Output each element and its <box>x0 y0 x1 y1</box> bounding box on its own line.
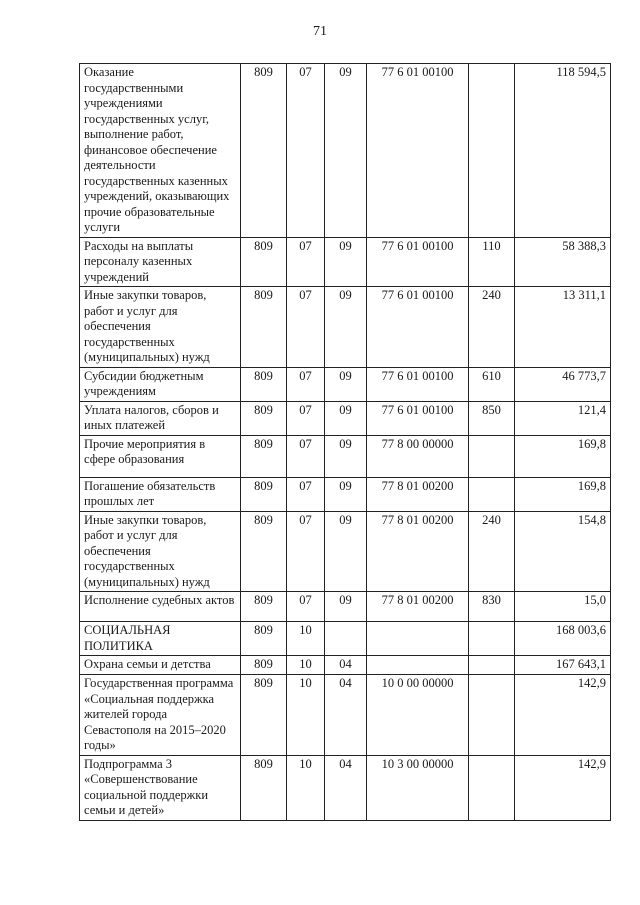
row-section: 07 <box>287 237 325 287</box>
row-section: 07 <box>287 401 325 435</box>
row-name: Подпрограмма 3 «Совершенствование социальной поддержки семьи и детей» <box>80 755 241 820</box>
row-amount: 142,9 <box>515 675 611 756</box>
row-name: Охрана семьи и детства <box>80 656 241 675</box>
row-name: Оказание государственными учреждениями государственных услуг, выполнение работ, финансовое обеспечение деятельности государственных казенных учреждений, оказывающих прочие образовательные услуги <box>80 64 241 238</box>
row-expense-type <box>469 64 515 238</box>
row-expense-type <box>469 675 515 756</box>
row-expense-type <box>469 477 515 511</box>
table-row <box>80 287 611 368</box>
row-amount: 15,0 <box>515 592 611 622</box>
row-subsection: 04 <box>325 656 367 675</box>
row-name: Иные закупки товаров, работ и услуг для обеспечения государственных (муниципальных) нужд <box>80 511 241 592</box>
row-subsection <box>325 622 367 656</box>
row-amount: 121,4 <box>515 401 611 435</box>
row-grbs: 809 <box>241 622 287 656</box>
row-expense-type: 610 <box>469 367 515 401</box>
row-name: Погашение обязательств прошлых лет <box>80 477 241 511</box>
row-expense-type <box>469 755 515 820</box>
row-subsection: 09 <box>325 401 367 435</box>
row-amount: 169,8 <box>515 435 611 477</box>
row-amount: 46 773,7 <box>515 367 611 401</box>
table-row <box>80 622 611 656</box>
page-number: 71 <box>313 24 327 39</box>
table-row <box>80 64 611 238</box>
row-name: СОЦИАЛЬНАЯ ПОЛИТИКА <box>80 622 241 656</box>
row-section: 07 <box>287 367 325 401</box>
row-expense-type: 830 <box>469 592 515 622</box>
row-name: Исполнение судебных актов <box>80 592 241 622</box>
row-grbs: 809 <box>241 511 287 592</box>
row-name: Иные закупки товаров, работ и услуг для обеспечения государственных (муниципальных) нужд <box>80 287 241 368</box>
row-grbs: 809 <box>241 477 287 511</box>
row-expense-type: 110 <box>469 237 515 287</box>
row-grbs: 809 <box>241 592 287 622</box>
row-subsection: 04 <box>325 755 367 820</box>
row-amount: 142,9 <box>515 755 611 820</box>
row-name: Расходы на выплаты персоналу казенных учреждений <box>80 237 241 287</box>
budget-table <box>79 63 611 821</box>
row-target-article <box>367 622 469 656</box>
row-amount: 58 388,3 <box>515 237 611 287</box>
row-grbs: 809 <box>241 237 287 287</box>
row-subsection: 09 <box>325 477 367 511</box>
row-grbs: 809 <box>241 287 287 368</box>
table-row <box>80 477 611 511</box>
row-section: 10 <box>287 622 325 656</box>
row-grbs: 809 <box>241 64 287 238</box>
row-name: Прочие мероприятия в сфере образования <box>80 435 241 477</box>
row-target-article: 77 6 01 00100 <box>367 287 469 368</box>
row-amount: 167 643,1 <box>515 656 611 675</box>
row-name: Государственная программа «Социальная поддержка жителей города Севастополя на 2015–2020 годы» <box>80 675 241 756</box>
row-grbs: 809 <box>241 755 287 820</box>
row-section: 10 <box>287 675 325 756</box>
row-target-article: 77 6 01 00100 <box>367 64 469 238</box>
row-grbs: 809 <box>241 656 287 675</box>
row-subsection: 09 <box>325 287 367 368</box>
table-row <box>80 755 611 820</box>
row-subsection: 09 <box>325 237 367 287</box>
row-section: 10 <box>287 656 325 675</box>
row-amount: 154,8 <box>515 511 611 592</box>
row-target-article: 77 6 01 00100 <box>367 237 469 287</box>
table-row <box>80 511 611 592</box>
row-grbs: 809 <box>241 401 287 435</box>
table-row <box>80 675 611 756</box>
row-grbs: 809 <box>241 435 287 477</box>
row-name: Субсидии бюджетным учреждениям <box>80 367 241 401</box>
row-target-article: 10 0 00 00000 <box>367 675 469 756</box>
row-amount: 168 003,6 <box>515 622 611 656</box>
row-section: 10 <box>287 755 325 820</box>
row-section: 07 <box>287 64 325 238</box>
row-subsection: 09 <box>325 592 367 622</box>
table-row <box>80 367 611 401</box>
table-row <box>80 237 611 287</box>
row-amount: 118 594,5 <box>515 64 611 238</box>
row-target-article: 10 3 00 00000 <box>367 755 469 820</box>
row-subsection: 09 <box>325 367 367 401</box>
row-section: 07 <box>287 511 325 592</box>
row-subsection: 09 <box>325 435 367 477</box>
row-subsection: 09 <box>325 511 367 592</box>
row-subsection: 09 <box>325 64 367 238</box>
row-section: 07 <box>287 592 325 622</box>
row-target-article: 77 8 01 00200 <box>367 592 469 622</box>
row-name: Уплата налогов, сборов и иных платежей <box>80 401 241 435</box>
table-row <box>80 656 611 675</box>
row-expense-type <box>469 622 515 656</box>
row-grbs: 809 <box>241 367 287 401</box>
row-expense-type: 240 <box>469 511 515 592</box>
row-amount: 13 311,1 <box>515 287 611 368</box>
row-target-article: 77 8 01 00200 <box>367 477 469 511</box>
row-section: 07 <box>287 435 325 477</box>
row-subsection: 04 <box>325 675 367 756</box>
row-expense-type <box>469 435 515 477</box>
row-amount: 169,8 <box>515 477 611 511</box>
table-row <box>80 435 611 477</box>
row-expense-type: 850 <box>469 401 515 435</box>
row-target-article: 77 8 01 00200 <box>367 511 469 592</box>
row-target-article: 77 6 01 00100 <box>367 367 469 401</box>
row-target-article: 77 8 00 00000 <box>367 435 469 477</box>
row-expense-type: 240 <box>469 287 515 368</box>
table-row <box>80 401 611 435</box>
row-expense-type <box>469 656 515 675</box>
row-target-article <box>367 656 469 675</box>
row-section: 07 <box>287 477 325 511</box>
table-row <box>80 592 611 622</box>
row-section: 07 <box>287 287 325 368</box>
row-grbs: 809 <box>241 675 287 756</box>
row-target-article: 77 6 01 00100 <box>367 401 469 435</box>
